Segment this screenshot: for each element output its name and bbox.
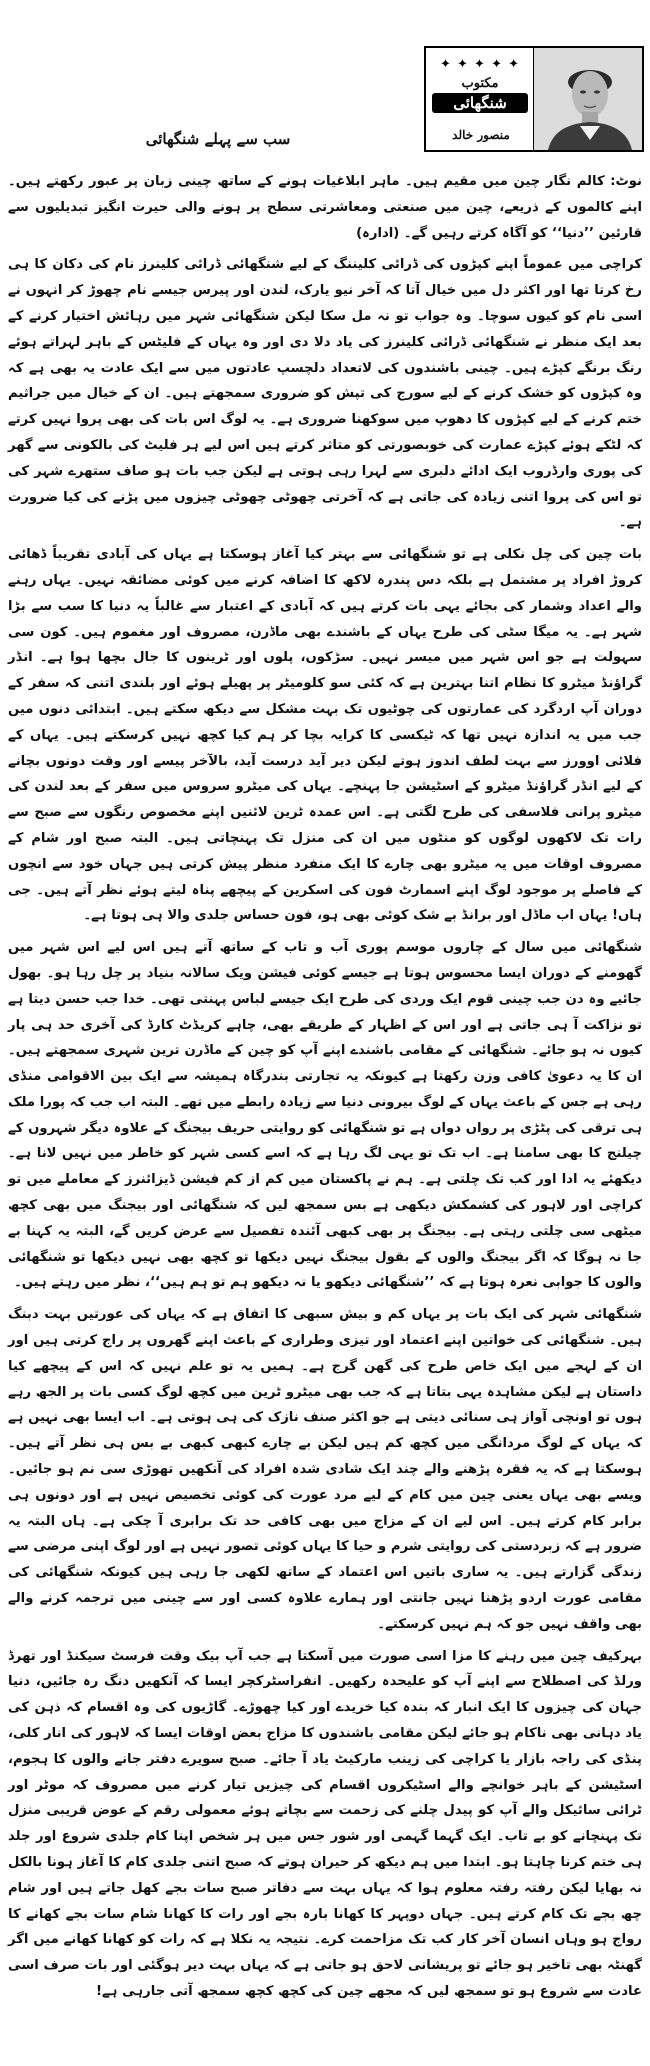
column-header <box>8 30 642 155</box>
paragraph: کراچی میں عموماً اپنے کپڑوں کی ڈرائی کلیننگ کے لیے شنگھائی ڈرائی کلینرز نام کی دکان کا ہی رخ کرتا تھا اور اکثر دل میں خیال آتا کہ آخر نیو یارک، لندن اور پیرس جیسے نام چھوڑ کر انہوں نے اسی نام کو کیوں سوچا۔ وہ جواب تو نہ مل سکا لیکن شنگھائی شہر میں رہائش اختیار کرنے کے بعد ایک منظر نے شنگھائی ڈرائی کلینرز کی یاد دلا دی اور وہ یہاں کے فلیٹس کے باہر لہراتے ہوئے رنگ برنگے کپڑے ہیں۔ چینی باشندوں کی لاتعداد دلچسپ عادتوں میں سے ایک عادت یہ بھی ہے کہ وہ کپڑوں کو خشک کرنے کے لیے سورج کی تپش کو ضروری سمجھتے ہیں۔ ان کے خیال میں جراثیم ختم کرنے کے لیے کپڑوں کا دھوپ میں سوکھنا ضروری ہے۔ یہ لوگ اس بات کی بھی پروا نہیں کرتے کہ لٹکے ہوئے کپڑے عمارت کی خوبصورتی کو متاثر کرتے ہیں اس لیے ہر فلیٹ کی بالکونی سے گھر کی پوری وارڈروب ایک ادائے دلبری سے لہرا رہی ہوتی ہے لیکن جب بات ہو صاف ستھرے شہر کی تو اس کی پروا اتنی زیادہ کی جاتی ہے کہ آخرتی چھوٹی چھوٹی چیزوں میں پڑنے کی کیا ضرورت ہے۔ <box>8 257 642 531</box>
column-masthead <box>424 46 644 152</box>
star-icon: ✦ <box>474 57 486 72</box>
paragraph: بہرکیف چین میں رہنے کا مزا اسی صورت میں آسکتا ہے جب آپ بیک وقت فرسٹ سیکنڈ اور تھرڈ ورلڈ کی اصطلاح سے اپنے آپ کو علیحدہ رکھیں۔ انفراسٹرکچر ایسا کہ آنکھیں دنگ رہ جائیں، دنیا جہان کی چیزوں کا ایک انبار کہ بندہ کیا خریدے اور کیا چھوڑے۔ گاڑیوں کی وہ اقسام کہ ذہن کی یاد دہانی بھی ناکام ہو جائے لیکن مقامی باشندوں کا مزاج بعض اوقات ایسا کہ لاہور کی انار کلی، پنڈی کی راجہ بازار یا کراچی کی زینب مارکیٹ یاد آ جائے۔ صبح سویرے دفتر جانے والوں کا ہجوم، اسٹیشن کے باہر خوانچے والے اسٹیکروں اقسام کی چیزیں تیار کرنے میں مصروف کہ موٹر اور ٹرائی سائیکل والے آپ کو پیدل چلنے کی زحمت سے بچاتے ہوئے معمولی رقم کے عوض قریبی منزل تک پہنچانے کو بے تاب۔ ایک گہما گہمی اور شور جس میں ہر شخص اپنا کام جلدی شروع اور جلد ہی ختم کرنا چاہتا ہو۔ ابتدا میں ہم دیکھ کر حیران ہوتے کہ صبح اتنی جلدی کام کا آغاز ہونا بالکل نہ بھایا لیکن رفتہ رفتہ معلوم ہوا کہ یہاں بہت سے دفاتر صبح سات بجے کھل جاتے ہیں اور شام چھ بجے تک کام کرتے ہیں۔ جہاں دوپہر کا کھانا بارہ بجے اور رات کا کھانا شام سات بجے کھانے کا رواج ہو وہاں انسان آخر کار کب تک مزاحمت کرے۔ نتیجہ یہ نکلا ہے کہ رات کو کھانا کھانے میں اگر گھنٹہ بھی تاخیر ہو جائے تو پریشانی لاحق ہو جاتی ہے کہ یہاں بہت دیر ہوگئی اور بات صرف اسی عادت سے شروع ہو تو سمجھ لیں کہ مجھے چین کی کچھ کچھ سمجھ آتی جارہی ہے! <box>8 1648 642 1999</box>
editor-note: نوٹ: کالم نگار چین میں مقیم ہیں۔ ماہر ابلاغیات ہونے کے ساتھ چینی زبان پر عبور رکھتے ہیں۔ اپنے کالموں کے ذریعے، چین میں صنعتی ومعاشرتی سطح پر ہونے والی حیرت انگیز تبدیلیوں سے قارئین ’’دنیا‘‘ کو آگاہ کرتے رہیں گے۔ (ادارہ) <box>8 174 642 241</box>
paragraph: شنگھائی میں سال کے چاروں موسم پوری آب و تاب کے ساتھ آتے ہیں اس لیے اس شہر میں گھومنے کے دوران ایسا محسوس ہوتا ہے جیسے کوئی فیشن ویک سالانہ بنیاد پر چل رہا ہو۔ بھول جائیے وہ دن جب چینی قوم ایک وردی کی طرح ایک جیسے لباس پہنتی تھی۔ خدا جب حسن دیتا ہے تو نزاکت آ ہی جاتی ہے اور اس کے اظہار کے طریقے بھی، چاہے کریڈٹ کارڈ کی آخری حد ہی پار کیوں نہ ہو جائے۔ شنگھائی کے مقامی باشندے اپنے آپ کو چین کے ماڈرن ترین شہری سمجھتے ہیں۔ ان کا یہ دعویٰ کافی وزن رکھتا ہے کیونکہ یہ تجارتی بندرگاہ ہمیشہ سے ایک بین الاقوامی منڈی رہی ہے جس کے باعث یہاں کے لوگ بیرونی دنیا سے زیادہ رابطے میں تھے۔ البتہ اب جب کہ پورا ملک ہی ترقی کی پٹڑی پر رواں دواں ہے تو شنگھائی کو روایتی حریف بیجنگ کے علاوہ دیگر شہروں کے چیلنج کا بھی سامنا ہے۔ اب تک تو یہی لگ رہا ہے کہ اسے کسی شہر کو خاطر میں نہیں لانا ہے۔ دیکھئے یہ ادا اور کب تک چلتی ہے۔ ہم نے پاکستان میں کم از کم فیشن ڈیزائنرز کے معاملے میں تو کراچی اور لاہور کی کشمکش دیکھی ہے بس سمجھ لیں کہ شنگھائی اور بیجنگ میں بھی کچھ میٹھی سی چلتی رہتی ہے۔ بیجنگ پر بھی کبھی آئندہ تفصیل سے عرض کریں گے، البتہ یہ کہنا بے جا نہ ہوگا کہ اگر بیجنگ والوں کے بقول بیجنگ نہیں دیکھا تو کچھ بھی نہیں دیکھا تو شنگھائی والوں کا جوابی نعرہ ہوتا ہے کہ ’’شنگھائی دیکھو یا نہ دیکھو ہم تو ہم ہیں‘‘، نظر میں رہتے ہیں۔ <box>8 940 642 1291</box>
paragraph: شنگھائی شہر کی ایک بات پر یہاں کم و بیش سبھی کا اتفاق ہے کہ یہاں کی عورتیں بہت دبنگ ہیں۔ شنگھائی کی خواتین اپنے اعتماد اور تیزی وطراری کے باعث اپنے گھروں پر راج کرتی ہیں اور ان کے لہجے میں ایک خاص طرح کی گھن گرج ہے۔ ہمیں یہ تو علم نہیں کہ اس کے پیچھے کیا داستان ہے لیکن مشاہدہ یہی بتاتا ہے کہ جب بھی میٹرو ٹرین میں کچھ لوگ کسی بات پر الجھ رہے ہوں تو اونچی آواز ہی سنائی دیتی ہے جو اکثر صنف نازک کی ہی ہوتی ہے۔ اب ایسا بھی نہیں ہے کہ یہاں کے لوگ مردانگی میں کچھ کم ہیں لیکن بے چارے کبھی کبھی بے بس ہی نظر آتے ہیں۔ ہوسکتا ہے کہ یہ فقرہ پڑھنے والے چند ایک شادی شدہ افراد کی آنکھیں تھوڑی سی نم ہو جائیں۔ ویسے بھی یہاں یعنی چین میں کام کے لیے مرد عورت کی کوئی تخصیص نہیں ہے اور دونوں ہی برابر کام کرتے ہیں۔ اس لیے ان کے مزاج میں بھی کافی حد تک برابری آ چکی ہے۔ ہاں البتہ یہ ضرور ہے کہ زبردستی کی روایتی شرم و حیا کا یہاں کوئی تصور نہیں ہے اور لوگ اپنی مرضی سے زندگی گزارتے ہیں۔ یہ ساری باتیں اس اعتماد کے ساتھ لکھی جا رہی ہیں کیونکہ شنگھائی کی مقامی عورت اردو پڑھنا نہیں جانتی اور ہمارے علاوہ کسی اور سے چینی میں ترجمہ کرنے والے بھی واقف نہیں جو کہ ہم نہیں کرسکتے۔ <box>8 1307 642 1632</box>
column-name-line1: مکتوب <box>461 76 499 91</box>
author-photo <box>533 48 642 150</box>
star-icon: ✦ <box>491 57 503 72</box>
article-body <box>8 169 642 2005</box>
star-icon: ✦ <box>439 57 452 72</box>
column-name-line2: شنگھائی <box>432 93 528 113</box>
author-name: منصور خالد <box>452 128 510 142</box>
stars-row <box>426 58 534 71</box>
author-portrait-icon <box>534 48 642 150</box>
column-logo <box>432 75 528 113</box>
paragraph: بات چین کی چل نکلی ہے تو شنگھائی سے بہتر کیا آغاز ہوسکتا ہے یہاں کی آبادی تقریباً ڈھائی کروڑ افراد پر مشتمل ہے بلکہ دس پندرہ لاکھ کا اضافہ کرنے میں کوئی مضائقہ نہیں۔ یہاں رہنے والے اعداد وشمار کی بجائے یہی بات کرتے ہیں کہ آبادی کے اعتبار سے غالباً یہ دنیا کا سب سے بڑا شہر ہے۔ یہ میگا سٹی کی طرح یہاں کے باشندے بھی ماڈرن، مصروف اور مغموم ہیں۔ کون سی سہولت ہے جو اس شہر میں میسر نہیں۔ سڑکوں، پلوں اور ٹرینوں کا جال بچھا ہوا ہے۔ انڈر گراؤنڈ میٹرو کا نظام اتنا بہترین ہے کہ کئی سو کلومیٹر پر پھیلے ہوئے اور بلندی اتنی کہ سفر کے دوران آپ اردگرد کی عمارتوں کی چوٹیوں تک بہت مشکل سے دیکھ سکتے ہیں۔ ابتدائی دنوں میں جب میں یہ اندازہ نہیں تھا کہ ٹیکسی کا کرایہ بچا کر ہم کیا کچھ نہیں کرسکتے ہیں۔ یہاں کے فلائی اوورز سے بہت لطف اندوز ہوتے لیکن دیر آید درست آید، بالآخر پیسے اور وقت دونوں بچانے کے لیے انڈر گراؤنڈ میٹرو کے اسٹیشن جا پہنچے۔ یہاں کی میٹرو سروس میں سفر کے بعد لندن کی میٹرو پرانی فلاسفی کی طرح لگتی ہے۔ اس عمدہ ٹرین لائنیں اپنے مخصوص رنگوں سے صبح سے رات تک لاکھوں لوگوں کو منٹوں میں ان کی منزل تک پہنچاتی ہیں۔ البتہ صبح اور شام کے مصروف اوقات میں یہ میٹرو بھی چارے کا ایک منفرد منظر پیش کرتی ہیں جہاں خود سے انچوں کے فاصلے پر موجود لوگ اپنے اسمارٹ فون کی اسکرین کے پیچھے پناہ لیتے ہوئے نظر آتے ہیں۔ جی ہاں! یہاں اب ماڈل اور برانڈ بے شک کوئی بھی ہو، فون حساس جلدی والا ہی ہوتا ہے۔ <box>8 547 642 924</box>
masthead-branding <box>426 48 534 150</box>
star-icon: ✦ <box>457 57 469 72</box>
article-title: سب سے پہلے شنگھائی <box>145 130 291 148</box>
star-icon: ✦ <box>508 57 521 72</box>
